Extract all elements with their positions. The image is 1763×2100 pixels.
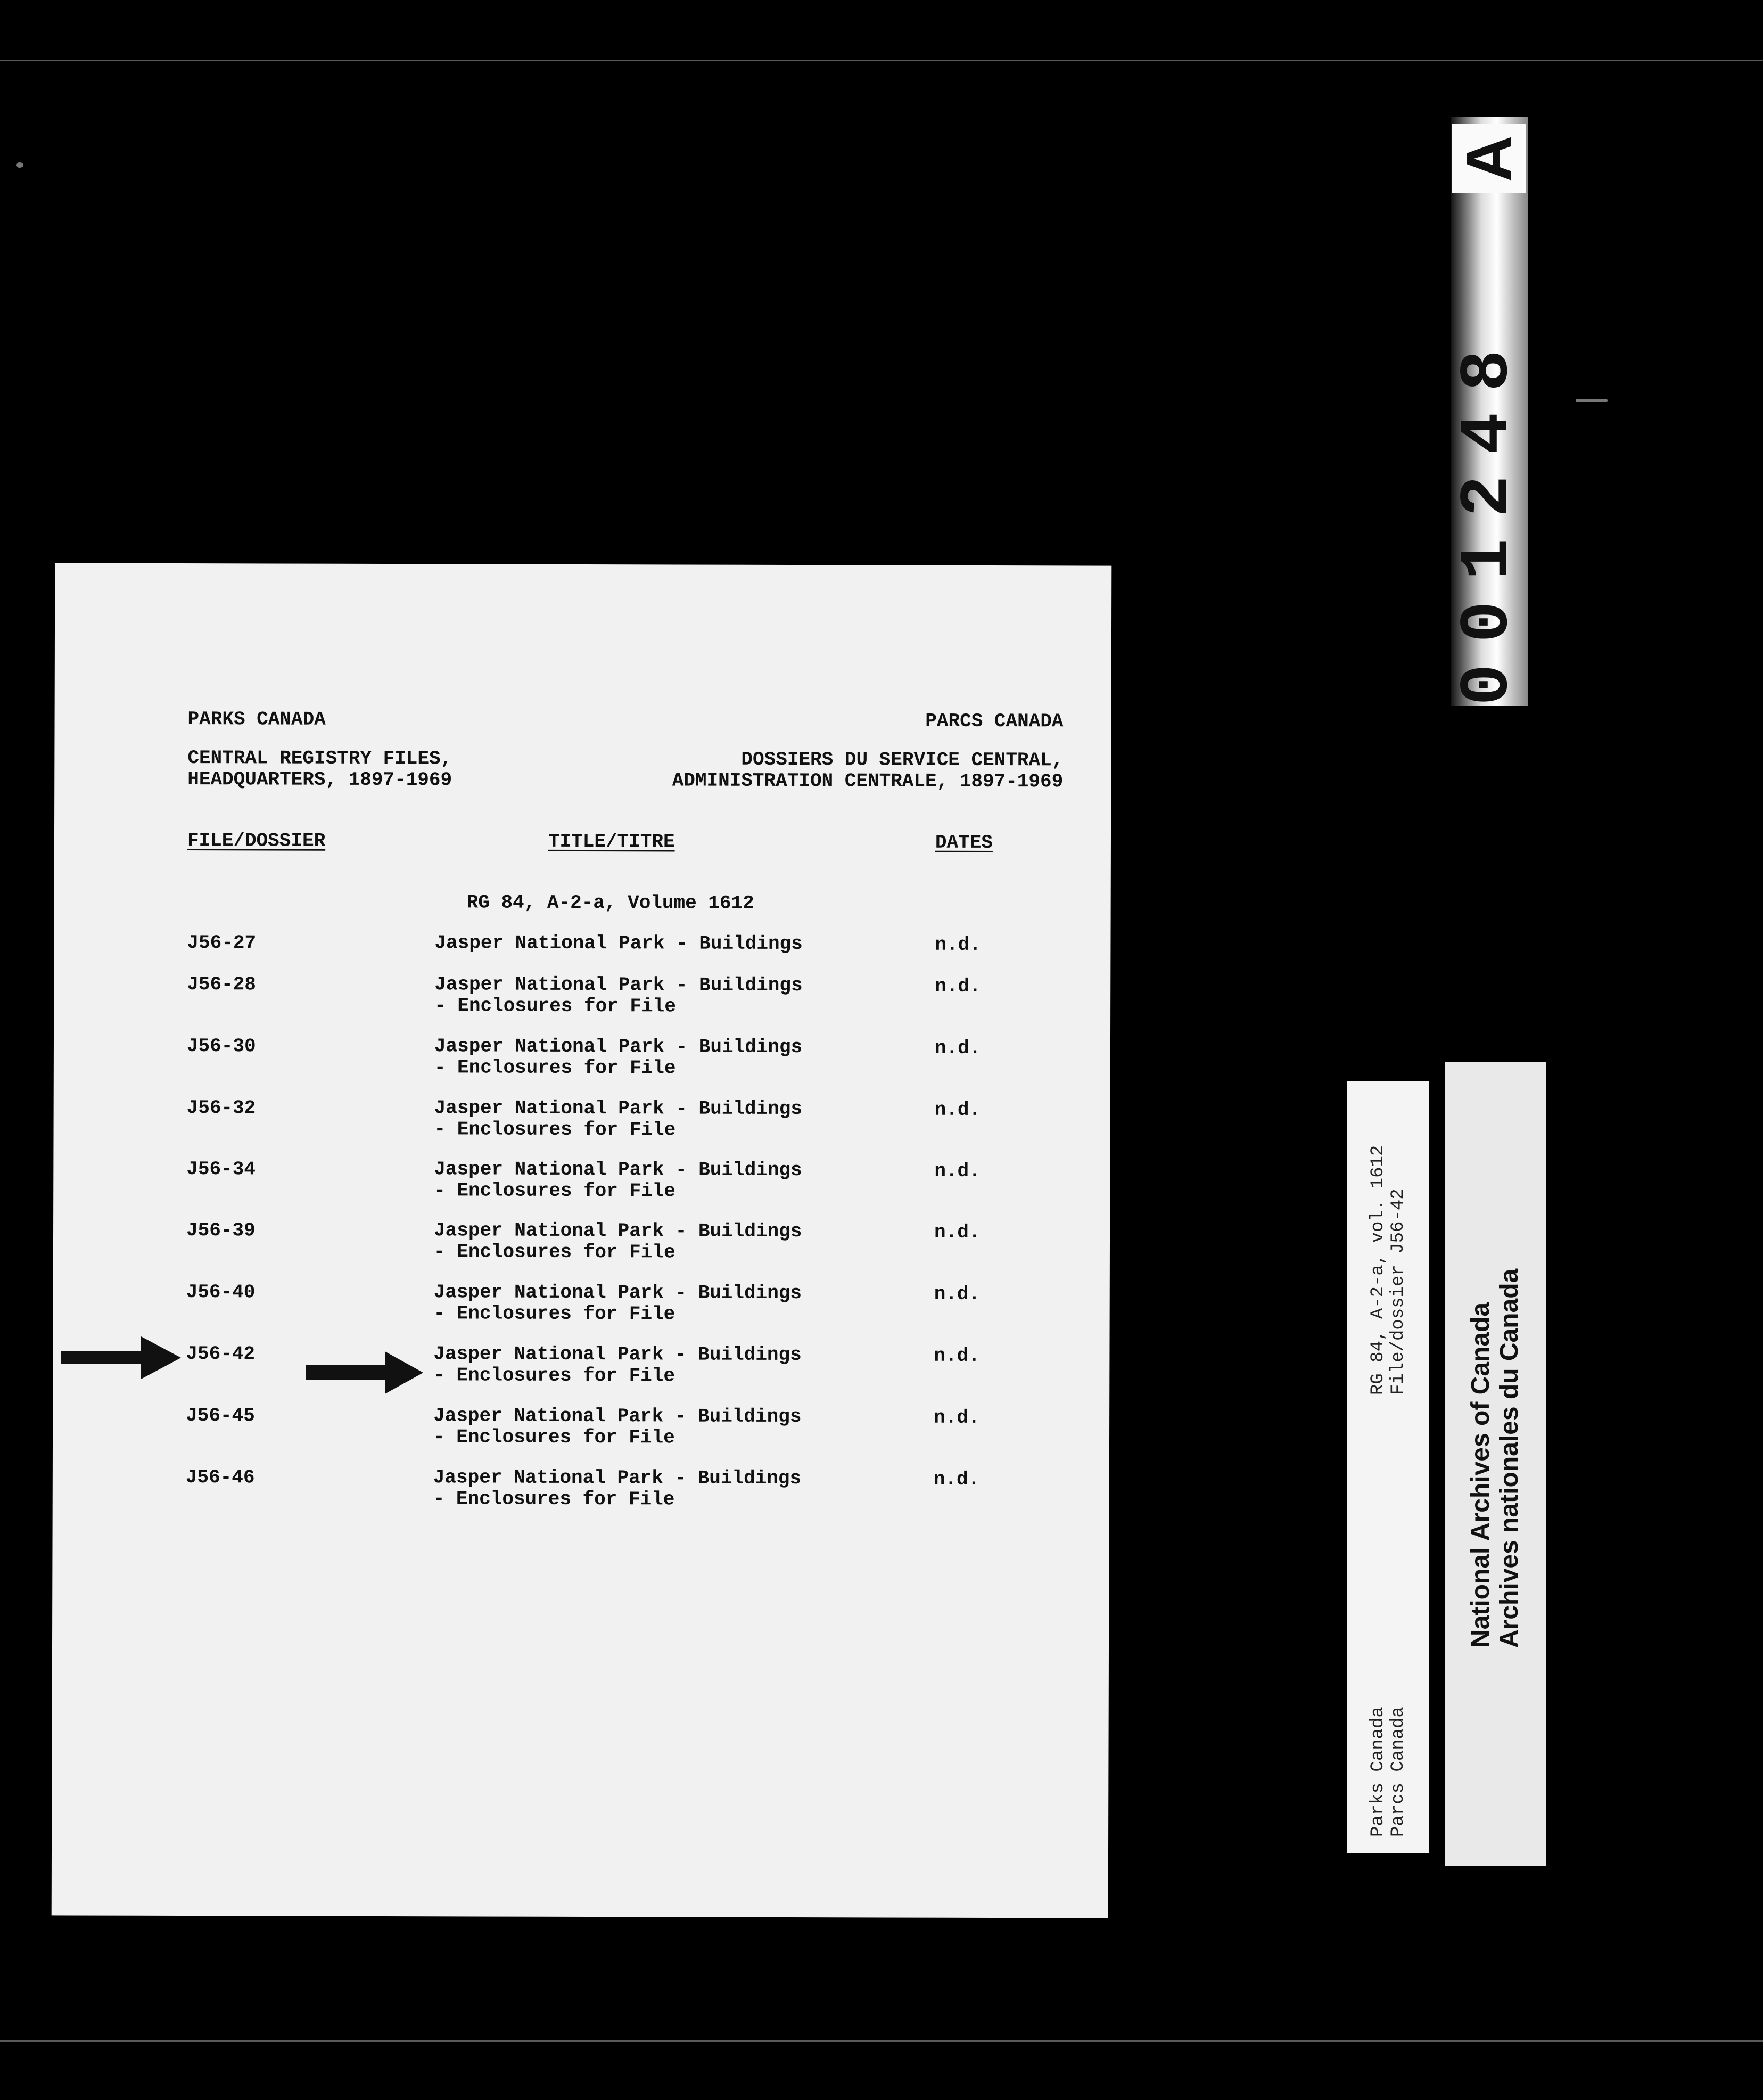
file-date: n.d. xyxy=(934,1344,980,1367)
file-number: J56-30 xyxy=(186,1035,256,1057)
file-title xyxy=(433,1467,802,1511)
dust-speck xyxy=(16,162,23,168)
file-title-line1: Jasper National Park - Buildings xyxy=(433,1405,802,1428)
list-item xyxy=(53,1466,1109,1511)
file-title-line1: Jasper National Park - Buildings xyxy=(434,1158,802,1182)
file-title xyxy=(434,1159,802,1202)
arrow-right-icon xyxy=(61,1336,181,1379)
file-date: n.d. xyxy=(934,1406,980,1429)
file-date: n.d. xyxy=(934,1037,981,1059)
list-item xyxy=(54,973,1110,1018)
file-title-line2: - Enclosures for File xyxy=(434,1056,676,1079)
archives-name-en: National Archives of Canada xyxy=(1467,1302,1495,1648)
file-title-line1: Jasper National Park - Buildings xyxy=(434,1097,803,1120)
film-top-edge xyxy=(0,60,1763,61)
list-item xyxy=(54,1035,1110,1080)
column-header-file: FILE/DOSSIER xyxy=(187,830,326,852)
document-sheet xyxy=(52,563,1112,1918)
file-title xyxy=(434,932,802,955)
file-title-line2: - Enclosures for File xyxy=(433,1364,675,1387)
list-item xyxy=(54,931,1110,977)
series-title-en-line2: HEADQUARTERS, 1897-1969 xyxy=(187,768,452,791)
file-title xyxy=(433,1343,802,1387)
file-title xyxy=(433,1405,802,1449)
file-number: J56-34 xyxy=(186,1158,256,1180)
file-title-line1: Jasper National Park - Buildings xyxy=(434,973,803,997)
file-title-line1: Jasper National Park - Buildings xyxy=(433,1281,802,1305)
file-title xyxy=(434,1036,803,1079)
file-title-line1: Jasper National Park - Buildings xyxy=(433,1466,802,1490)
file-date: n.d. xyxy=(935,975,981,997)
list-item-highlighted xyxy=(53,1342,1109,1388)
org-name-fr: PARCS CANADA xyxy=(925,710,1064,733)
file-number: J56-39 xyxy=(186,1219,256,1242)
label-ref-line2: File/dossier J56-42 xyxy=(1388,1188,1408,1395)
file-number: J56-40 xyxy=(186,1281,256,1303)
list-item xyxy=(53,1096,1110,1142)
file-title-line1: Jasper National Park - Buildings xyxy=(433,1219,802,1243)
label-org-fr: Parcs Canada xyxy=(1388,1707,1408,1837)
list-item xyxy=(53,1219,1110,1264)
file-number: J56-42 xyxy=(186,1343,256,1365)
column-header-dates: DATES xyxy=(935,831,993,854)
file-title-line2: - Enclosures for File xyxy=(434,995,676,1018)
label-org-en: Parks Canada xyxy=(1368,1707,1388,1837)
file-title-line2: - Enclosures for File xyxy=(433,1302,675,1325)
file-number: J56-45 xyxy=(186,1405,255,1427)
file-title-line2: - Enclosures for File xyxy=(433,1426,675,1449)
series-title-en-line1: CENTRAL REGISTRY FILES, xyxy=(187,747,452,770)
file-date: n.d. xyxy=(934,1160,981,1182)
file-date: n.d. xyxy=(934,1221,981,1243)
file-date: n.d. xyxy=(935,933,981,956)
list-item xyxy=(53,1281,1110,1326)
file-title xyxy=(434,974,803,1018)
series-title-fr-line2: ADMINISTRATION CENTRALE, 1897-1969 xyxy=(672,769,1064,793)
file-title-line1: Jasper National Park - Buildings xyxy=(434,932,803,955)
org-name-en: PARKS CANADA xyxy=(187,708,326,731)
volume-reference: RG 84, A-2-a, Volume 1612 xyxy=(466,891,754,914)
frame-number: 001248 xyxy=(1449,328,1528,706)
file-date: n.d. xyxy=(934,1283,981,1305)
file-number: J56-27 xyxy=(187,932,257,954)
file-date: n.d. xyxy=(934,1098,981,1121)
series-title-fr-line1: DOSSIERS DU SERVICE CENTRAL, xyxy=(741,748,1064,772)
film-bottom-edge xyxy=(0,2040,1763,2042)
file-number: J56-28 xyxy=(187,973,256,996)
file-number: J56-46 xyxy=(185,1466,255,1489)
list-item xyxy=(53,1404,1109,1449)
file-title-line2: - Enclosures for File xyxy=(434,1118,676,1141)
file-number: J56-32 xyxy=(186,1097,256,1119)
archives-name-fr: Archives nationales du Canada xyxy=(1495,1268,1523,1648)
frame-suffix: A xyxy=(1452,124,1526,193)
file-title xyxy=(434,1220,802,1264)
file-title-line2: - Enclosures for File xyxy=(433,1241,675,1264)
file-date: n.d. xyxy=(933,1468,980,1490)
file-title-line2: - Enclosures for File xyxy=(433,1488,675,1511)
side-reference-label xyxy=(1347,1081,1429,1853)
arrow-right-icon xyxy=(306,1351,423,1394)
column-header-title: TITLE/TITRE xyxy=(548,830,675,853)
file-title-line2: - Enclosures for File xyxy=(434,1179,675,1202)
file-title-line1: Jasper National Park - Buildings xyxy=(433,1343,802,1366)
dust-speck xyxy=(1576,399,1608,402)
label-ref-line1: RG 84, A-2-a, vol. 1612 xyxy=(1368,1145,1388,1395)
archives-label xyxy=(1445,1062,1546,1866)
file-title xyxy=(434,1097,802,1141)
list-item xyxy=(53,1158,1110,1203)
file-title-line1: Jasper National Park - Buildings xyxy=(434,1035,803,1059)
file-title xyxy=(434,1282,802,1325)
